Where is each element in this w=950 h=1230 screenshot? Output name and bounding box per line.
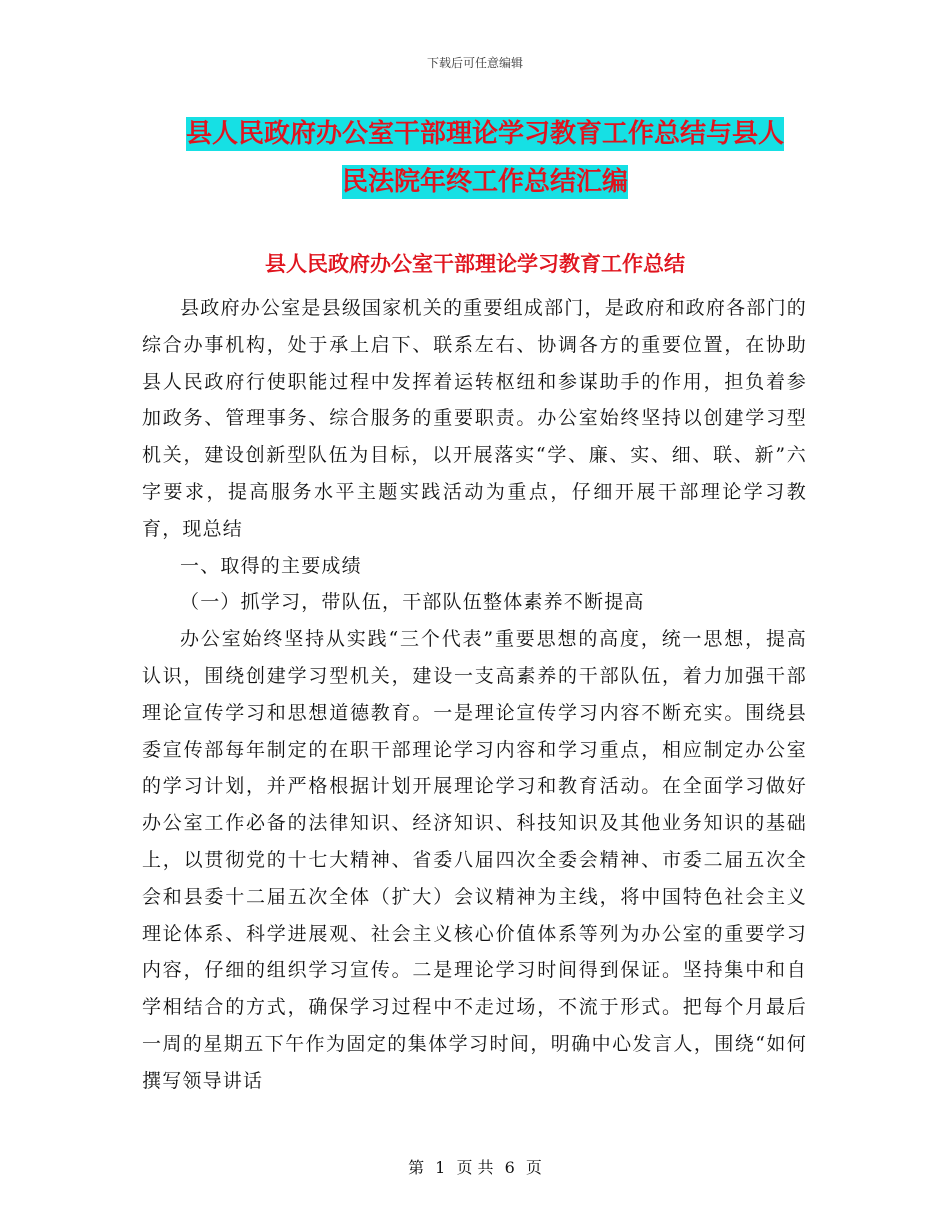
- heading-subsection-1: （一）抓学习，带队伍，干部队伍整体素养不断提高: [180, 591, 645, 614]
- current-page-number: 1: [435, 1158, 446, 1177]
- section-title: 县人民政府办公室干部理论学习教育工作总结: [265, 252, 685, 276]
- footer-prefix: 第: [408, 1158, 425, 1177]
- heading-main-achievements: 一、取得的主要成绩: [180, 554, 362, 577]
- body-text: [142, 290, 807, 1100]
- footer-middle: 页 共: [456, 1158, 494, 1177]
- footer-suffix: 页: [525, 1158, 542, 1177]
- total-page-count: 6: [504, 1158, 515, 1177]
- page-footer: [0, 1155, 950, 1178]
- document-title-line-2: 民法院年终工作总结汇编: [341, 167, 628, 197]
- paragraph-intro: 县政府办公室是县级国家机关的重要组成部门，是政府和政府各部门的综合办事机构，处于承上启下、联系左右、协调各方的重要位置，在协助县人民政府行使职能过程中发挥着运转枢纽和参谋助手的作用，担负着参加政务、管理事务、综合服务的重要职责。办公室始终坚持以创建学习型机关，建设创新型队伍为目标，以开展落实“学、廉、实、细、联、新”六字要求，提高服务水平主题实践活动为重点，仔细开展干部理论学习教育，现总结: [142, 297, 807, 540]
- paragraph-study: 办公室始终坚持从实践“三个代表”重要思想的高度，统一思想，提高认识，围绕创建学习型机关，建设一支高素养的干部队伍，着力加强干部理论宣传学习和思想道德教育。一是理论宣传学习内容不断充实。围绕县委宣传部每年制定的在职干部理论学习内容和学习重点，相应制定办公室的学习计划，并严格根据计划开展理论学习和教育活动。在全面学习做好办公室工作必备的法律知识、经济知识、科技知识及其他业务知识的基础上，以贯彻党的十七大精神、省委八届四次全委会精神、市委二届五次全会和县委十二届五次全体（扩大）会议精神为主线，将中国特色社会主义理论体系、科学进展观、社会主义核心价值体系等列为办公室的重要学习内容，仔细的组织学习宣传。二是理论学习时间得到保证。坚持集中和自学相结合的方式，确保学习过程中不走过场，不流于形式。把每个月最后一周的星期五下午作为固定的集体学习时间，明确中心发言人，围绕“如何撰写领导讲话: [142, 628, 807, 1092]
- document-title-line-1: 县人民政府办公室干部理论学习教育工作总结与县人: [185, 119, 784, 149]
- document-title: [150, 110, 820, 206]
- page-header-note: 下载后可任意编辑: [426, 56, 523, 70]
